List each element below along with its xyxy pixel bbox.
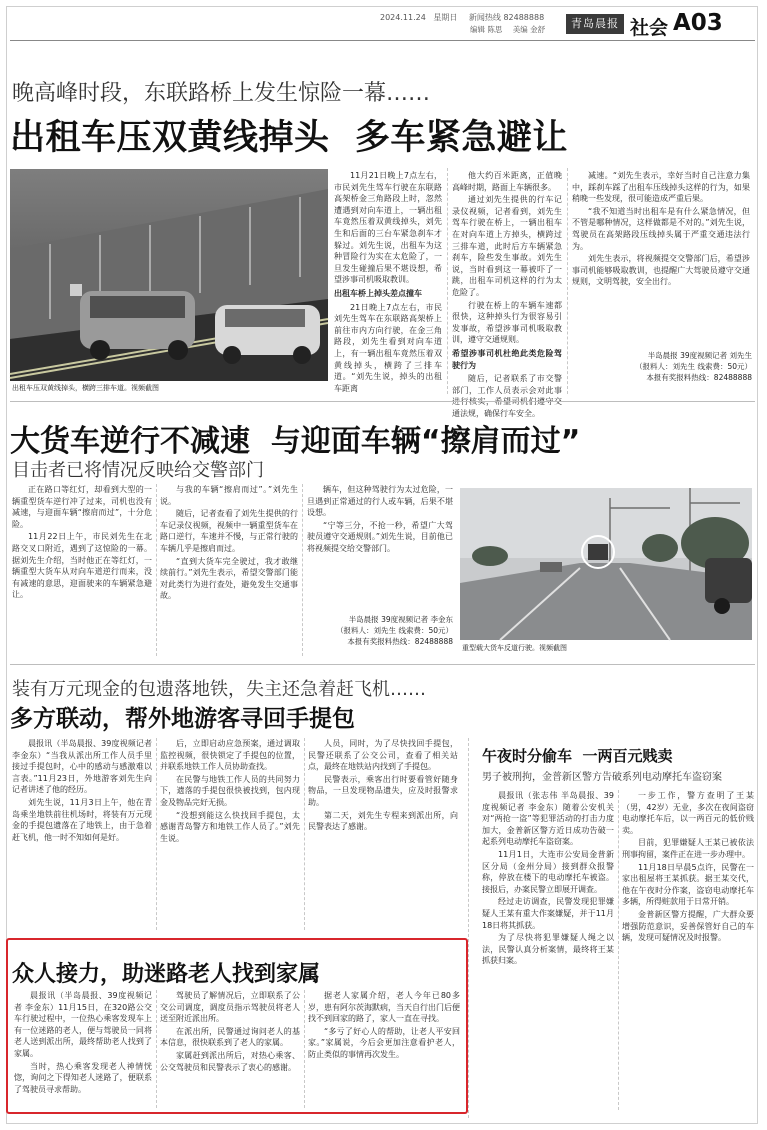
story1-paragraph: “我不知道当时出租车是有什么紧急情况，但不管是哪种情况，这样做都是不对的。”刘先生说，驾驶员在高架路段压线掉头属于严重交通违法行为。 [572,206,750,251]
story1-credits [572,350,752,383]
story2-paragraph: 与我的车辆“擦肩而过”。”刘先生说。 [160,485,298,506]
story1-hotline-note: 本报有奖报料热线：82488888 [646,373,752,382]
story5-paragraph: 当时，热心乘客发现老人神情恍惚，询问之下得知老人迷路了，便联系了驾驶员寻求帮助。 [14,1061,152,1094]
column-divider [156,990,157,1108]
masthead [380,10,755,38]
story3-column-1 [12,738,152,930]
designer-credit: 美编 金舒 [512,25,546,34]
story3-headline: 多方联动，帮外地游客寻回手提包 [10,706,355,732]
story5-paragraph: “多亏了好心人的帮助，让老人平安回家。”家属说，今后会更加注意看护老人，防止类似的事情再次发生。 [308,1026,460,1059]
story4-headline: 午夜时分偷车 一两百元贱卖 [482,747,673,765]
story2-paragraph: “宁等三分，不抢一秒，希望广大驾驶员遵守交通规则。”刘先生说，目前他已将视频提交给交警部门。 [307,520,453,553]
story5-paragraph: 驾驶员了解情况后，立即联系了公交公司调度，调度员指示驾驶员将老人送至附近派出所。 [160,991,300,1024]
story4-paragraph: 为了尽快将犯罪嫌疑人绳之以法，民警认真分析案情，最终将王某抓获归案。 [482,933,614,966]
story4-paragraph: 一步工作，警方查明了王某（男，42岁）无业，多次在夜间盗窃电动摩托车后，以一两百元的低价贱卖。 [622,791,754,835]
story2-subhead: 目击者已将情况反映给交警部门 [12,460,264,481]
section-rule [10,664,755,665]
story3-paragraph: 民警表示，乘客出行时要看管好随身物品，一旦发现物品遗失，应及时报警求助。 [308,774,458,807]
story2-paragraph: 正在路口等红灯，却看到大型的一辆重型货车逆行冲了过来，司机也没有减速，与迎面车辆“擦肩而过”，十分危险。 [12,485,152,529]
story4-column-2 [622,790,754,1110]
story2-column-1 [12,484,152,656]
story2-paragraph: 11月22日上午，市民刘先生在北路交叉口附近，遇到了这惊险的一幕。据刘先生介绍，当时他正在等红灯，一辆重型大货车从对向车道逆行而来，没有减速的意思，迎面驶来的车辆紧急避让。 [12,532,152,600]
story1-paragraph: 21日晚上7点左右，市民刘先生驾车在东联路高架桥上前往市内方向行驶，在金三角路段，刘先生看到对向车道上，有一辆出租车竟然压着双黄线掉头，横跨了三排车道。“刘先生说，掉头的出租车距离 [334,302,442,393]
story5-paragraph: 据老人家属介绍，老人今年已80多岁，患有阿尔茨海默病，当天自行出门后便找不到回家的路了，家人一直在寻找。 [308,991,460,1024]
story1-headline: 出租车压双黄线掉头 多车紧急避让 [10,118,568,158]
masthead-rule [10,40,755,41]
page-number: A03 [673,10,723,36]
story5-paragraph: 晨报讯（半岛晨报、39度视频记者 李金东）11月15日，在320路公交车行驶过程中，一位热心乘客发现车上有一位迷路的老人，便与驾驶员一同将老人送到派出所，最终帮助老人找到了家属。 [14,991,152,1058]
story5-column-2 [160,990,300,1108]
story3-paragraph: “没想到能这么快找回手提包，太感谢青岛警方和地铁工作人员了。”刘先生说。 [160,810,300,843]
story1-photo [10,169,328,381]
column-divider [302,484,303,656]
issue-date: 2024.11.24 [380,13,426,22]
story5-headline: 众人接力，助迷路老人找到家属 [12,962,321,987]
column-divider [304,738,305,930]
story1-subhead-2: 希望涉事司机杜绝此类危险驾驶行为 [452,348,562,370]
story3-paragraph: 晨报讯（半岛晨报、39度视频记者 李金东）“当我从派出所工作人员手里接过手提包时，心中的感动与感激难以言表。”11月23日，外地游客刘先生向记者讲述了他的经历。 [12,739,152,795]
column-divider [447,168,448,394]
story2-byline: 半岛晨报 39度视频记者 李金东 [348,615,453,624]
column-divider [468,738,469,1118]
story1-paragraph: 减速。“刘先生表示，幸好当时自己注意力集中，踩刹车踩了出租车压线掉头这样的行为，如果稍晚一些发现，很可能造成严重后果。 [572,171,750,204]
truck-dashcam-photo [460,488,752,640]
story4-subhead: 男子被刑拘，金普新区警方告破系列电动摩托车盗窃案 [482,772,722,783]
column-divider [156,738,157,930]
story3-paragraph: 后，立即启动应急预案，通过调取监控视频，很快锁定了手提包的位置，并联系地铁工作人员协助查找。 [160,739,300,772]
story1-paragraph: 11月21日晚上7点左右，市民刘先生驾车行驶在东联路高架桥金三角路段上时，忽然遭遇到对向车道上，一辆出租车竟然压着双黄线掉头，刘先生和后面的三台车紧急刹车才躲过。刘先生说，出租车为这种冒险行为实在太危险了，一旦发生碰撞后果不堪设想，希望涉事司机吸取教训。 [334,171,442,285]
story1-paragraph: 通过刘先生提供的行车记录仪视频，记者看到，刘先生驾车行驶在桥上，一辆出租车在对向车道上方掉头，横跨过三排车道，此时后方车辆紧急刹车，险些发生事故。刘先生说，当时看到这一幕被吓了一跳，出租车司机这样的行为太危险了。 [452,195,562,297]
story5-paragraph: 在派出所，民警通过询问老人的基本信息，很快联系到了老人的家属。 [160,1026,300,1048]
story4-paragraph: 11月1日，大连市公安局金普新区分局（金州分局）接到群众报警称，停放在楼下的电动摩托车被盗。接报后，办案民警立即展开调查。 [482,849,614,894]
paper-logo: 青岛晨报 [566,14,624,34]
story3-paragraph: 第二天，刘先生专程来到派出所，向民警表达了感谢。 [308,810,458,832]
story1-byline: 半岛晨报 39度视频记者 刘先生 [647,351,752,360]
column-divider [304,990,305,1108]
editor-credit: 编辑 陈思 [470,25,503,34]
story2-paragraph: 辆车，但这种驾驶行为太过危险，一旦遇到正常通过的行人或车辆，后果不堪设想。 [307,485,453,518]
story1-paragraph: 他大约百米距离，正值晚高峰时期，路面上车辆很多。 [452,171,562,192]
taxi-overpass-photo [10,169,328,381]
story2-column-2 [160,484,298,656]
story2-paragraph: “直到大货车完全驶过，我才敢继续前行。”刘先生表示，希望交警部门能对此类行为进行查处，避免发生交通事故。 [160,556,298,601]
story4-paragraph: 11月18日早晨5点许，民警在一家出租屋将王某抓获。据王某交代，他在午夜时分作案，盗窃电动摩托车多辆，所得赃款用于日常开销。 [622,862,754,907]
section-name: 社会 [630,17,669,39]
story2-column-3 [307,484,453,610]
story5-column-3 [308,990,460,1108]
story1-column-2 [452,170,562,418]
story4-paragraph: 目前，犯罪嫌疑人王某已被依法刑事拘留，案件正在进一步办理中。 [622,838,754,859]
story3-column-3 [308,738,458,930]
story2-contact: （报料人：刘先生 线索费：50元） [336,626,453,635]
story5-column-1 [14,990,152,1108]
column-divider [156,484,157,656]
story2-credits [307,614,453,647]
story3-kicker: 装有万元现金的包遗落地铁，失主还急着赶飞机…… [12,679,426,700]
story1-contact: （报料人：刘先生 线索费：50元） [635,362,752,371]
story2-hotline-note: 本报有奖报料热线：82488888 [347,637,453,646]
story2-photo-caption: 重型载大货车反道行驶。视频截图 [462,644,567,652]
story1-photo-caption: 出租车压双黄线掉头，横跨三排车道。视频截图 [12,384,159,392]
story3-paragraph: 在民警与地铁工作人员的共同努力下，遗落的手提包很快被找到，包内现金及物品完好无损。 [160,774,300,807]
story2-photo [460,488,752,640]
story4-paragraph: 金普新区警方提醒，广大群众要增强防范意识，妥善保管好自己的车辆，发现可疑情况及时报警。 [622,909,754,943]
story4-paragraph: 晨报讯（张志伟 半岛晨报、39度视频记者 李金东）随着公安机关对“两抢一盗”等犯罪活动的打击力度加大，金普新区警方近日成功告破一起系列电动摩托车盗窃案。 [482,791,614,847]
section-rule [10,401,755,402]
story1-column-3 [572,170,750,346]
story2-headline: 大货车逆行不减速 与迎面车辆“擦肩而过” [10,424,581,459]
story1-subhead-1: 出租车桥上掉头差点撞车 [334,288,422,298]
story1-kicker: 晚高峰时段，东联路桥上发生惊险一幕…… [12,81,431,106]
story4-paragraph: 经过走访调查，民警发现犯罪嫌疑人王某有重大作案嫌疑，并于11月18日将其抓获。 [482,897,614,930]
story1-column-1 [334,170,442,392]
issue-weekday: 星期日 [433,13,458,22]
story3-paragraph: 人员，同时，为了尽快找回手提包，民警还联系了公交公司，查看了相关站点，最终在地铁站内找到了手提包。 [308,739,458,772]
story1-paragraph: 随后，记者联系了市交警部门，工作人员表示会对此事 通法规，确保行车安全。 [452,374,562,418]
story5-paragraph: 家属赶到派出所后，对热心乘客、公交驾驶员和民警表示了衷心的感谢。 [160,1050,300,1072]
story3-paragraph: 刘先生说，11月3日上午，他在青岛乘坐地铁前往机场时，将装有万元现金的手提包遗落在了地铁上，由于急着赶飞机，他一时不知如何是好。 [12,797,152,842]
story4-column-1 [482,790,614,1110]
story1-paragraph: 刘先生表示，将视频提交交警部门后，希望涉事司机能够吸取教训，也提醒广大驾驶员遵守交通规则，文明驾驶，安全出行。 [572,254,750,287]
story1-paragraph: 行驶在桥上的车辆车速都很快，这种掉头行为很容易引发事故，希望涉事司机吸取教训，遵守交通规则。 [452,300,562,345]
column-divider [618,790,619,1110]
story2-paragraph: 随后，记者查看了刘先生提供的行车记录仪视频，视频中一辆重型货车在路口逆行，车速并不慢，与正常行驶的车辆几乎是擦肩而过。 [160,509,298,553]
column-divider [567,168,568,394]
news-hotline: 新闻热线 82488888 [468,13,545,22]
story3-column-2 [160,738,300,930]
